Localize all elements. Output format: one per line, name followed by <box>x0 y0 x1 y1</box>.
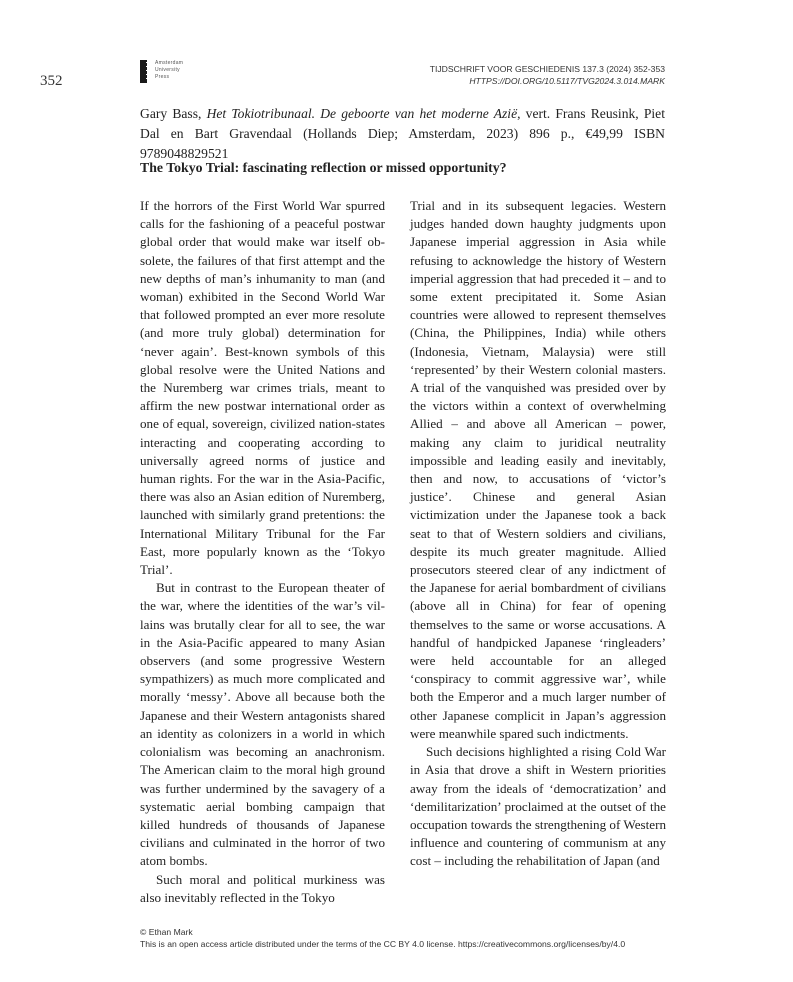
journal-header <box>430 63 665 87</box>
publisher-name <box>155 60 183 81</box>
paragraph: If the horrors of the First World War spurred calls for the fashioning of a peaceful postwar global order that would make war itself obsolete, the failures of that first attempt and the new depths of man’s inhumanity to man (and woman) exhibited in the Second World War that followed prompted an ever more resolute (and more truly global) determination for ‘never again’. Best-known symbols of this global resolve were the United Nations and the Nuremberg war crimes trials, meant to affirm the new postwar international order as one of equal, sovereign, civilized nation-states interacting and cooperating according to universally agreed norms of justice and human rights. For the war in the Asia-Pacific, there was also an Asian edition of Nuremberg, launched with similarly grand pretentions: the International Military Tribunal for the Far East, more popularly known as the ‘Tokyo Trial’. <box>140 198 385 578</box>
review-title: The Tokyo Trial: fascinating reflection or missed opportunity? <box>140 160 507 175</box>
paragraph: But in contrast to the European theater of the war, where the identities of the war’s villains was brutally clear for all to see, the war in the Asia-Pacific appeared to many Asian observers (and some progressive Western sympathizers) as much more complicated and morally ‘messy’. Above all because both the Japanese and their Western antagonists shared an identity as colonizers in a world in which colonialism was becoming an anachronism. The American claim to the moral high ground was further undermined by the savagery of a systematic aerial bombing campaign that killed hundreds of thousands of Japanese civilians and culminated in the horror of two atom bombs. <box>140 580 385 869</box>
journal-doi-link[interactable]: HTTPS://DOI.ORG/10.5117/TVG2024.3.014.MARK <box>469 76 665 86</box>
paragraph: Trial and in its subsequent legacies. Western judges handed down haughty judgments upon Japanese imperial aggression in Asia while refusing to acknowledge the history of Western imperial aggression that had preceded it – and to some extent precipitated it. Some Asian countries were allowed to represent themselves (China, the Philippines, India) while others (Indonesia, Vietnam, Malaysia) were still ‘represented’ by their Western colonial masters. A trial of the vanquished was presided over by the victors within a context of overwhelming Allied – and above all American – power, making any claim to juridical neutrality impossible and leading easily and inevitably, then and now, to accusations of ‘victor’s justice’. Chinese and general Asian victimization under the Japanese took a back seat to that of Western soldiers and civilians, despite its much greater magnitude. Allied prosecutors steered clear of any indictment of the Japanese for aerial bombardment of civilians (above all in China) for fear of opening themselves to the same or worse accusations. A handful of handpicked Japanese ‘ringleaders’ were held accountable for an alleged ‘conspiracy to commit aggressive war’, while both the Emperor and a much larger number of other Japanese complicit in Japan’s aggression were meanwhile spared such indictments. <box>410 198 666 741</box>
paragraph: Such moral and political murkiness was also inevitably reflected in the Tokyo <box>140 871 385 905</box>
citation-book-title: Het Tokiotribunaal. De geboorte van het moderne Azië <box>206 106 518 121</box>
copyright-notice: © Ethan Mark <box>140 927 193 937</box>
publisher-name-line2: University <box>155 67 180 73</box>
page-number: 352 <box>40 73 63 89</box>
citation-author: Gary Bass, <box>140 106 207 121</box>
publisher-name-line3: Press <box>155 74 170 80</box>
journal-title: TIJDSCHRIFT VOOR GESCHIEDENIS 137.3 (2024) 352-353 <box>429 64 665 74</box>
publisher-name-line1: Amsterdam <box>155 60 184 66</box>
citation-details: , vert. Frans Reusink, Piet Dal en Bart Gravendaal (Hollands Diep; Amsterdam, 2023) 896 p., €49,99 ISBN 9789048829521 <box>140 106 665 161</box>
publisher-logo <box>140 60 183 83</box>
amsterdam-university-press-logo-icon <box>140 60 147 83</box>
body-column-right <box>410 197 666 871</box>
paragraph: Such decisions highlighted a rising Cold War in Asia that drove a shift in Western priorities away from the ideals of ‘democratization’ and ‘demilitarization’ proclaimed at the outset of the occupation towards the strengthening of Western influence and countering of communism at any cost – including the rehabilitation of Japan (and <box>410 744 666 869</box>
book-citation <box>140 104 665 164</box>
body-column-left <box>140 197 385 907</box>
page-footer <box>140 927 625 950</box>
license-notice[interactable]: This is an open access article distributed under the terms of the CC BY 4.0 license. https://creativecommons.org/licenses/by/4.0 <box>140 938 626 949</box>
